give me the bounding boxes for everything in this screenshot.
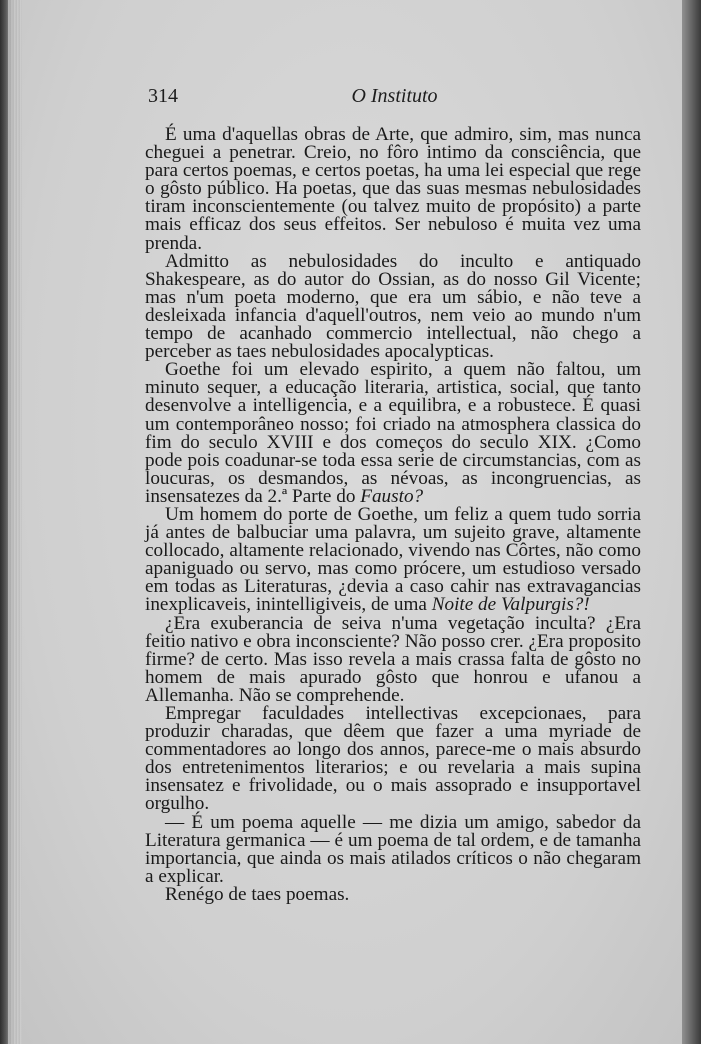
paragraph-8-text: Renégo de taes poemas. — [165, 883, 350, 905]
paragraph-5-text: ¿Era exuberancia de seiva n'uma vegetação inculta? ¿Era feitio nativo e obra inconsciente? Não posso crer. ¿Era proposito firme? de certo. Mas isso revela a mais crassa falta de gôsto no homem de mais apurado gôsto que honrou e ufanou a Allemanha. Não se comprehende. — [145, 612, 641, 706]
paragraph-7 — [145, 811, 641, 887]
paragraph-4-text: Um homem do porte de Goethe, um feliz a quem tudo sorria já antes de balbuciar uma palavra, um sujeito grave, altamente collocado, altamente relacionado, vivendo nas Côrtes, não como apaniguado ou servo, mas como prócere, um estudioso versado em todas as Literaturas, ¿devia a caso cahir nas extravagancias inexplicaveis, inintelligiveis, de uma — [145, 503, 641, 616]
noite-title: Noite de Valpurgis?! — [431, 594, 590, 616]
paragraph-1 — [145, 126, 641, 253]
body-text — [145, 126, 641, 904]
paragraph-6 — [145, 705, 641, 814]
paragraph-6-text: Empregar faculdades intellectivas excepcionaes, para produzir charadas, que dêem que fazer a uma myriade de commentadores ao longo dos annos, parece-me o mais absurdo dos entretenimentos literarios; e ou revelaria a mais supina insensatez e frivolidade, ou o mais assoprado e insupportavel orgulho. — [145, 703, 641, 815]
paragraph-2 — [145, 250, 641, 363]
page-number: 314 — [148, 85, 178, 107]
paragraph-2-text: Admitto as nebulosidades do inculto e antiquado Shakespeare, as do autor do Ossian, as do nosso Gil Vicente; mas n'um poeta moderno, que era um sábio, e não teve a desleixada infancia d'aquell'outros, nem veio ao mundo n'um tempo de acanhado commercio intellectual, não chego a perceber as taes nebulosidades apocalypticas. — [145, 250, 641, 363]
paragraph-3 — [145, 361, 641, 506]
paragraph-7-text: — É um poema aquelle — me dizia um amigo, sabedor da Literatura germanica — é um poema de tal ordem, e de tamanha importancia, que ainda os mais atilados críticos o não chegaram a explicar. — [145, 811, 641, 887]
paragraph-8 — [145, 883, 641, 905]
paragraph-4 — [145, 503, 641, 616]
running-title: O Instituto — [351, 85, 438, 107]
paragraph-5 — [145, 612, 641, 706]
page-edges — [8, 0, 22, 1044]
paragraph-1-text: É uma d'aquellas obras de Arte, que admiro, sim, mas nunca cheguei a penetrar. Creio, no fôro intimo da consciência, que para certos poemas, e certos poetas, ha uma lei especial que rege o gôsto público. Ha poetas, que das suas mesmas nebulosidades tiram inconscientemente (ou talvez muito de propósito) a parte mais efficaz dos seus effeitos. Ser nebuloso é muita vez uma prenda. — [145, 124, 641, 254]
paragraph-3-text: Goethe foi um elevado espirito, a quem não faltou, um minuto sequer, a educação literaria, artistica, social, que tanto desenvolve a intelligencia, e a equilibra, e a robustece. É quasi um contemporâneo nosso; foi criado na atmosphera classica do fim do seculo XVIII e dos começos do seculo XIX. ¿Como pode pois coadunar-se toda essa serie de circumstancias, com as loucuras, os desmandos, as névoas, as incongruencias, as insensatezes da 2.ª Parte do — [145, 359, 641, 507]
page-header — [148, 85, 641, 115]
fausto-title: Fausto? — [360, 485, 424, 507]
